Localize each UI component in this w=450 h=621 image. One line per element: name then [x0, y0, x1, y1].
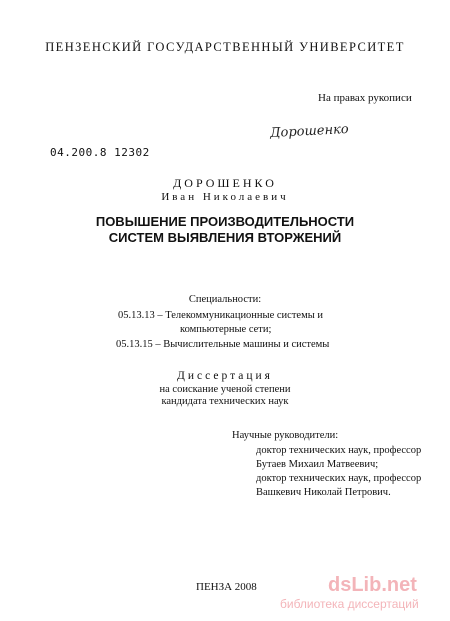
supervisor-1-name: Бутаев Михаил Матвеевич; — [256, 459, 379, 470]
university-name: ПЕНЗЕНСКИЙ ГОСУДАРСТВЕННЫЙ УНИВЕРСИТЕТ — [45, 40, 405, 54]
city-year: ПЕНЗА 2008 — [196, 581, 257, 593]
thesis-title-line-1: ПОВЫШЕНИЕ ПРОИЗВОДИТЕЛЬНОСТИ — [95, 214, 355, 229]
specialty-1-line-1: 05.13.13 – Телекоммуникационные системы и — [118, 310, 324, 321]
handwritten-signature: Дорошенко — [269, 121, 350, 142]
supervisors-label: Научные руководители: — [232, 430, 339, 441]
author-surname: ДОРОШЕНКО — [173, 176, 277, 190]
rights-notice: На правах рукописи — [318, 92, 412, 104]
supervisor-2-degree: доктор технических наук, профессор — [256, 473, 422, 484]
dissertation-degree-line-1: на соискание ученой степени — [159, 384, 291, 395]
dissertation-label: Диссертация — [177, 370, 273, 382]
watermark-logo: dsLib.net — [328, 574, 417, 596]
specialties-label: Специальности: — [188, 294, 262, 305]
supervisor-1-degree: доктор технических наук, профессор — [256, 445, 422, 456]
specialty-2: 05.13.15 – Вычислительные машины и системы — [116, 339, 330, 350]
author-given-names: Иван Николаевич — [161, 191, 289, 203]
registration-number: 04.200.8 12302 — [50, 146, 150, 159]
supervisor-2-name: Вашкевич Николай Петрович. — [256, 487, 391, 498]
dissertation-degree-line-2: кандидата технических наук — [161, 396, 289, 407]
specialty-1-line-2: компьютерные сети; — [180, 324, 272, 335]
watermark-text: библиотека диссертаций — [280, 597, 419, 611]
thesis-title-line-2: СИСТЕМ ВЫЯВЛЕНИЯ ВТОРЖЕНИЙ — [108, 230, 342, 245]
